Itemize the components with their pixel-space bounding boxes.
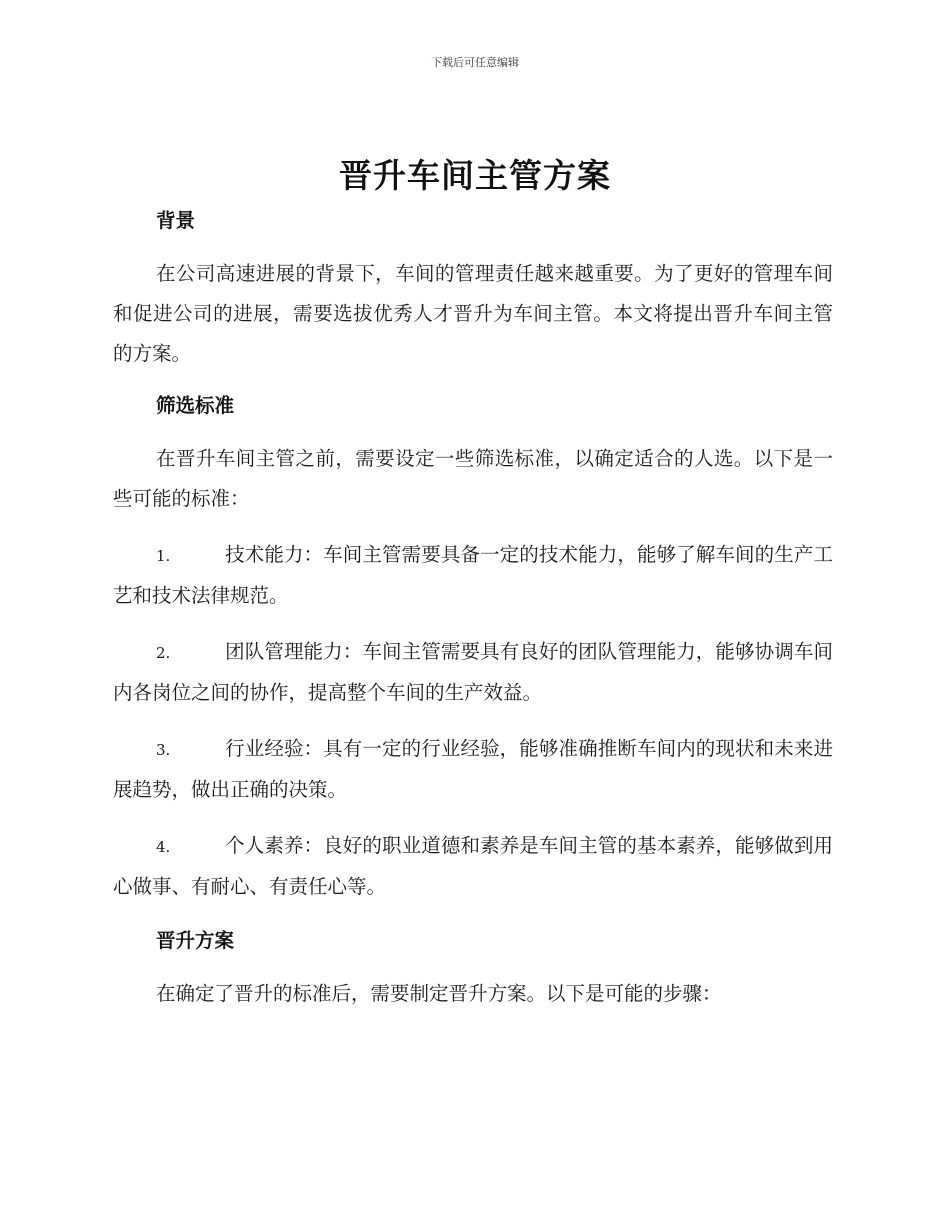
- list-item-number: 3.: [156, 741, 171, 759]
- section-heading-criteria: 筛选标准: [156, 394, 235, 417]
- criteria-item-4: [113, 826, 833, 907]
- document-body: [113, 203, 833, 1014]
- list-item-number: 4.: [156, 838, 171, 856]
- list-item-text: 技术能力：车间主管需要具备一定的技术能力，能够了解车间的生产工艺和技术法律规范。: [113, 543, 833, 607]
- header-note: 下载后可任意编辑: [431, 56, 519, 69]
- criteria-paragraph: 在晋升车间主管之前，需要设定一些筛选标准，以确定适合的人选。以下是一些可能的标准：: [113, 447, 833, 510]
- list-item-number: 2.: [156, 644, 171, 662]
- list-item-text: 行业经验：具有一定的行业经验，能够准确推断车间内的现状和未来进展趋势，做出正确的决策。: [113, 737, 833, 801]
- section-heading-background: 背景: [156, 209, 196, 232]
- section-heading-plan: 晋升方案: [156, 929, 235, 952]
- list-item-text: 个人素养：良好的职业道德和素养是车间主管的基本素养，能够做到用心做事、有耐心、有责任心等。: [113, 834, 833, 898]
- criteria-item-3: [113, 729, 833, 810]
- background-paragraph: 在公司高速进展的背景下，车间的管理责任越来越重要。为了更好的管理车间和促进公司的进展，需要选拔优秀人才晋升为车间主管。本文将提出晋升车间主管的方案。: [113, 262, 833, 365]
- criteria-item-1: [113, 535, 833, 616]
- plan-paragraph: 在确定了晋升的标准后，需要制定晋升方案。以下是可能的步骤：: [156, 982, 722, 1005]
- criteria-item-2: [113, 632, 833, 713]
- list-item-number: 1.: [156, 547, 171, 565]
- document-title: 晋升车间主管方案: [339, 156, 611, 195]
- list-item-text: 团队管理能力：车间主管需要具有良好的团队管理能力，能够协调车间内各岗位之间的协作，提高整个车间的生产效益。: [113, 640, 833, 704]
